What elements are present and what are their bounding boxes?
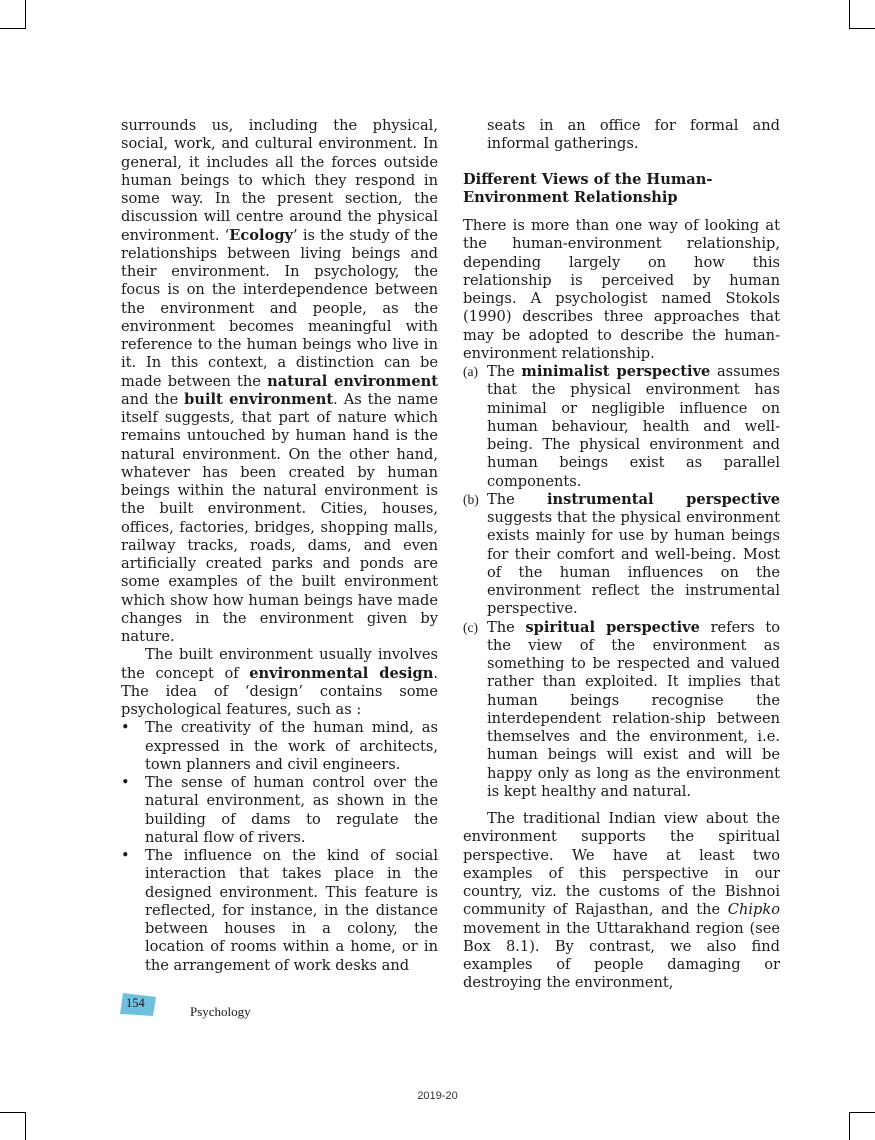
right-column bbox=[463, 117, 780, 993]
list-item bbox=[121, 847, 438, 975]
crop-mark-bottom-left-v bbox=[25, 1112, 26, 1140]
page-number-badge bbox=[120, 992, 160, 1018]
paragraph-intro: There is more than one way of looking at the human-environment relationship, depending largely on how this relationship is perceived by human beings. A psychologist named Stokols (1990) describes three approaches that may be adopted to describe the human-environment relationship. bbox=[463, 217, 780, 362]
bullet-icon: • bbox=[121, 847, 130, 864]
list-marker: (b) bbox=[463, 491, 479, 507]
text-run: . The idea of ‘design’ contains some psychological features, such as : bbox=[121, 664, 438, 718]
text-run: and the bbox=[121, 390, 185, 408]
book-title: Psychology bbox=[190, 1004, 251, 1019]
list-item-text: The creativity of the human mind, as expressed in the work of architects, town planners and civil engineers. bbox=[145, 719, 438, 773]
list-item bbox=[121, 719, 438, 774]
crop-mark-top-right-h bbox=[849, 28, 875, 29]
design-features-list bbox=[121, 719, 438, 975]
paragraph-traditional-view bbox=[463, 810, 780, 993]
crop-mark-bottom-right-v bbox=[849, 1112, 850, 1140]
list-item-text bbox=[487, 363, 780, 490]
page-number: 154 bbox=[126, 996, 145, 1010]
perspectives-list bbox=[463, 363, 780, 801]
list-item bbox=[121, 774, 438, 847]
list-item-minimalist bbox=[463, 363, 780, 491]
bold-term: natural environment bbox=[267, 372, 438, 390]
list-marker: (a) bbox=[463, 364, 478, 379]
text-run: assumes that the physical environment has minimal or negligible influence on human behaviour, health and well-being. The physical environment and human beings exist as parallel components. bbox=[487, 363, 780, 490]
crop-mark-bottom-right-h bbox=[849, 1112, 875, 1113]
bold-term: environmental design bbox=[249, 664, 434, 682]
list-item-text: The influence on the kind of social interaction that takes place in the designed environment. This feature is reflected, for instance, in the distance between houses in a colony, the location of rooms within a home, or in the arrangement of work desks and bbox=[145, 847, 438, 974]
list-item-spiritual bbox=[463, 619, 780, 802]
text-run: surrounds us, including the physical, social, work, and cultural environment. In general, it includes all the forces outside human beings to which they respond in some way. In the present section, the discussion will centre around the physical environment. ‘ bbox=[121, 117, 438, 244]
bold-term: built environment bbox=[184, 390, 334, 408]
list-marker: (c) bbox=[463, 619, 478, 635]
text-run: The traditional Indian view about the environment supports the spiritual perspective. We have at least two examples of this perspective in our country, viz. the customs of the Bishnoi community of Rajasthan, and the bbox=[463, 810, 780, 919]
bold-term: minimalist perspective bbox=[521, 363, 711, 380]
crop-mark-top-left-v bbox=[25, 0, 26, 28]
paragraph-continuation: seats in an office for formal and informal gatherings. bbox=[487, 117, 780, 153]
text-run: movement in the Uttarakhand region (see Box 8.1). By contrast, we also find examples of people damaging or destroying the environment, bbox=[463, 919, 780, 992]
text-run: . As the name itself suggests, that part of nature which remains untouched by human hand is the natural environment. On the other hand, whatever has been created by human beings within the natural environment is the built environment. Cities, houses, offices, factories, bridges, shopping malls, railway tracks, roads, dams, and even artificially created parks and ponds are some examples of the built environment which show how human beings have made changes in the environment given by nature. bbox=[121, 390, 438, 645]
list-item-text bbox=[487, 491, 780, 618]
text-run: ’ is the study of the relationships between living beings and their environment. In psychology, the focus is on the interdependence between the environment and people, as the environment becomes meaningful with reference to the human beings who live in it. In this context, a distinction can be made between the bbox=[121, 226, 438, 390]
text-run: The bbox=[487, 363, 522, 380]
crop-mark-bottom-left-h bbox=[0, 1112, 26, 1113]
italic-term: Chipko bbox=[727, 901, 780, 919]
edition-year: 2019-20 bbox=[417, 1090, 458, 1102]
text-run: suggests that the physical environment exists mainly for use by human beings for their comfort and well-being. Most of the human influences on the environment reflect the instrumental perspective. bbox=[487, 509, 780, 618]
crop-mark-top-left-h bbox=[0, 28, 26, 29]
text-run: The bbox=[487, 618, 526, 636]
text-run: The bbox=[487, 490, 548, 508]
bold-term: spiritual perspective bbox=[525, 618, 700, 636]
list-item-text: The sense of human control over the natural environment, as shown in the building of dams to regulate the natural flow of rivers. bbox=[145, 774, 438, 846]
bullet-icon: • bbox=[121, 774, 130, 791]
list-item-instrumental bbox=[463, 491, 780, 619]
paragraph-environment-definition bbox=[121, 117, 438, 646]
section-heading: Different Views of the Human-Environment Relationship bbox=[463, 170, 713, 206]
left-column bbox=[121, 117, 438, 975]
bold-term: Ecology bbox=[229, 226, 294, 244]
crop-mark-top-right-v bbox=[849, 0, 850, 28]
bullet-icon: • bbox=[121, 719, 130, 737]
text-run: The built environment usually involves the concept of bbox=[121, 646, 438, 682]
list-item-text bbox=[487, 619, 780, 800]
bold-term: instrumental perspective bbox=[547, 490, 780, 508]
text-run: refers to the view of the environment as something to be respected and valued rather than exploited. It implies that human beings recognise the interdependent relation-ship between themselves and the environment, i.e. human beings will exist and will be happy only as long as the environment is kept healthy and natural. bbox=[487, 618, 780, 800]
paragraph-built-environment bbox=[121, 646, 438, 719]
